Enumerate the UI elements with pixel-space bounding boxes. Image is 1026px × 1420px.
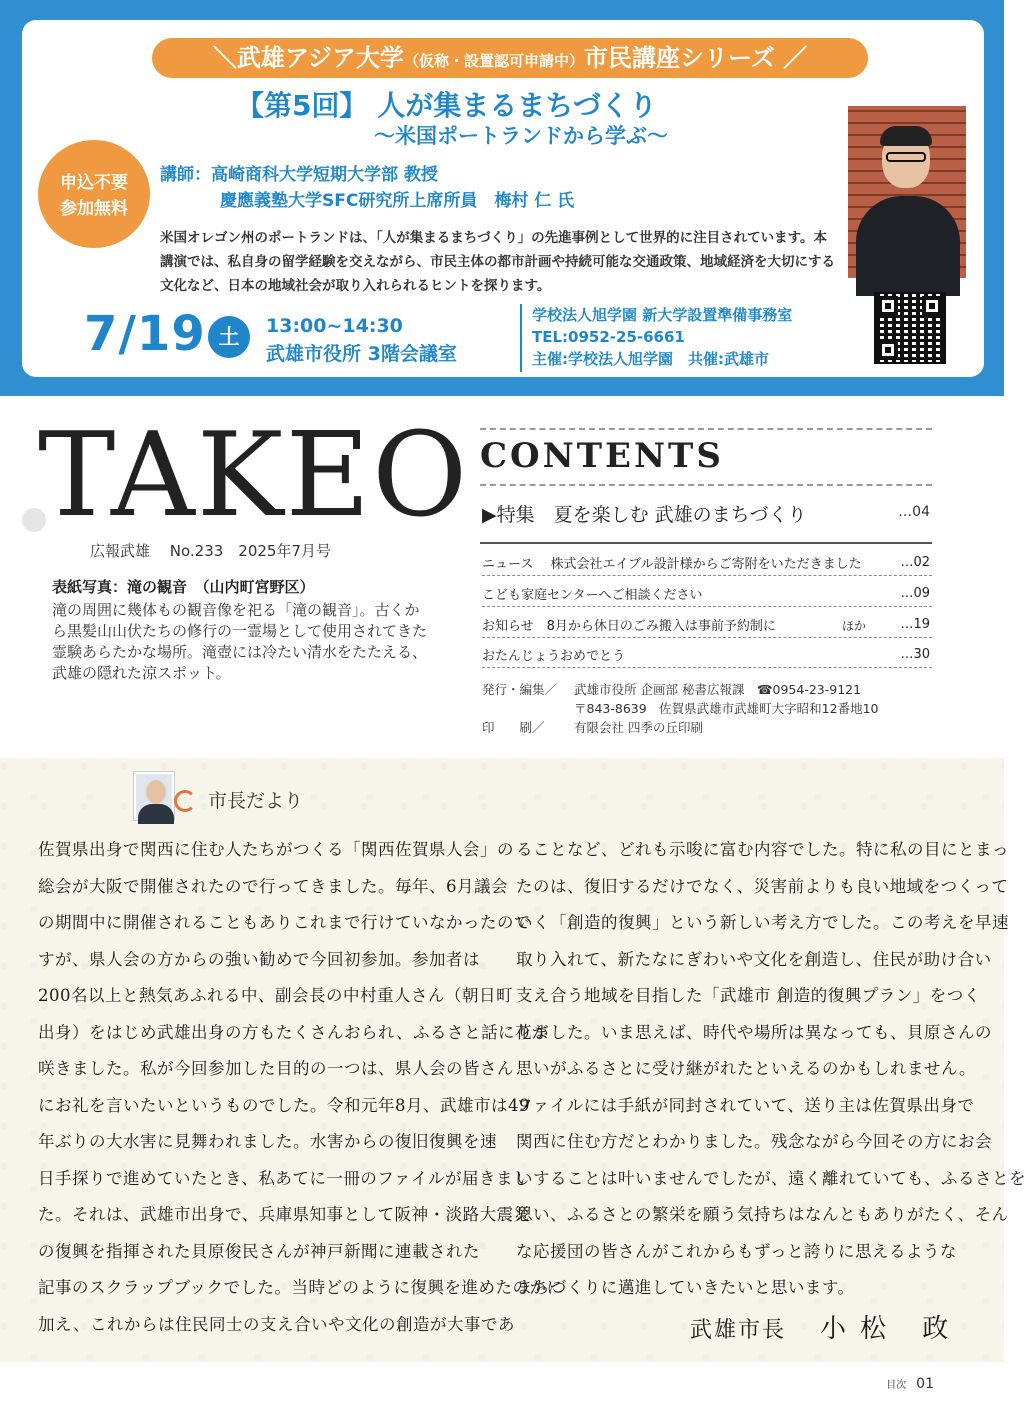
event-venue: 武雄市役所 3階会議室 <box>266 343 457 365</box>
lecture-description: 米国オレゴン州のポートランドは、「人が集まるまちづくり」の先進事例として世界的に注目されています。本講演では、私自身の留学経験を交えながら、市民主体の都市計画や持続可能な交通政策、地域経済を大切にする文化など、日本の地域社会が取り入れられるヒントを探ります。 <box>160 230 835 294</box>
contents-heading: CONTENTS <box>480 436 724 476</box>
toc-item-extra: ほか <box>842 619 867 633</box>
letter-line: 加え、これからは住民同士の支え合いや文化の創造が大事であ <box>38 1314 515 1334</box>
toc-item-page: …19 <box>900 617 930 632</box>
signature-role: 武雄市長 <box>690 1318 787 1343</box>
qr-code-icon[interactable] <box>874 292 946 364</box>
event-date: 7/19 <box>84 306 206 362</box>
lecturer-info <box>160 162 850 214</box>
letter-line: た。それは、武雄市出身で、兵庫県知事として阪神・淡路大震災 <box>38 1205 531 1224</box>
toc-item-label: おたんじょうおめでとう <box>482 649 626 664</box>
page-number: 01 <box>916 1376 934 1392</box>
letter-line: 支え合う地域を目指した「武雄市 創造的復興プラン」をつく <box>516 986 981 1005</box>
toc-item[interactable] <box>482 546 932 576</box>
toc-item-page: …09 <box>900 586 930 601</box>
photo-glasses <box>886 152 926 162</box>
masthead-title: TAKEO <box>38 408 470 543</box>
letter-column-left <box>38 832 564 1343</box>
toc-feature-item[interactable] <box>482 500 932 530</box>
toc-item[interactable] <box>482 638 932 668</box>
toc-item-page: …02 <box>900 555 930 570</box>
lecturer-title: 講師：高崎商科大学短期大学部 教授 <box>160 165 438 185</box>
free-admission-badge <box>38 140 150 248</box>
contents-divider <box>480 484 932 486</box>
letter-line: な応援団の皆さんがこれからもずっと誇りに思えるような <box>516 1241 958 1261</box>
lecture-title: 【第5回】 人が集まるまちづくり <box>236 89 657 122</box>
avatar-suit <box>138 804 174 824</box>
letter-line: 咲きました。私が今回参加した目的の一つは、県人会の皆さん <box>38 1059 514 1078</box>
contents-divider <box>480 542 932 544</box>
letter-line: ることなど、どれも示唆に富む内容でした。特に私の目にとまっ <box>516 840 1009 859</box>
letter-line: いすることは叶いませんでしたが、遠く離れていても、ふるさとを <box>516 1168 1026 1188</box>
issue-info: 広報武雄 No.233 2025年7月号 <box>90 542 332 560</box>
toc-item-label: お知らせ 8月から休日のごみ搬入は事前予約制に <box>482 619 776 634</box>
contact-organization: 学校法人旭学園 新大学設置準備事務室 <box>532 306 793 324</box>
printer-key: 印 刷／ <box>482 720 545 735</box>
cover-photo-title: 表紙写真：滝の観音 （山内町宮野区） <box>52 578 315 596</box>
letter-line: の期間中に開催されることもありこれまで行けていなかったので <box>38 913 531 932</box>
letter-line: の復興を指揮された貝原俊民さんが神戸新聞に連載された <box>38 1241 480 1261</box>
avatar-face <box>146 780 166 804</box>
letter-title: 市長だより <box>208 790 304 812</box>
qr-finder-bl <box>878 340 898 360</box>
toc-feature-label: ▶特集 夏を楽しむ 武雄のまちづくり <box>482 504 807 526</box>
toc-item-label: こども家庭センターへご相談ください <box>482 588 703 603</box>
footer-label: 目次 <box>886 1380 907 1391</box>
series-title-pill <box>152 38 868 78</box>
series-title-main: ＼武雄アジア大学 <box>212 44 404 72</box>
photo-hair <box>880 126 932 146</box>
letter-line: 出身）をはじめ武雄出身の方もたくさんおられ、ふるさと話に花が <box>38 1022 549 1042</box>
toc-item-page: …30 <box>900 647 930 662</box>
swirl-icon <box>174 790 196 812</box>
lecture-subtitle: ～米国ポートランドから学ぶ～ <box>374 124 668 148</box>
letter-line: 佐賀県出身で関西に住む人たちがつくる「関西佐賀県人会」の <box>38 840 514 859</box>
mayor-signature <box>690 1308 962 1345</box>
toc-item[interactable] <box>482 577 932 607</box>
letter-line: 記事のスクラップブックでした。当時どのように復興を進めたのかに <box>38 1278 564 1297</box>
signature-name: 小松 政 <box>820 1314 963 1344</box>
page-footer <box>886 1376 934 1392</box>
event-weekday: 土 <box>208 316 250 358</box>
qr-finder-tr <box>922 296 942 316</box>
letter-line: にお礼を言いたいというものでした。令和元年8月、武雄市は49 <box>38 1095 530 1115</box>
toc-feature-page: …04 <box>898 504 930 520</box>
publisher-info <box>482 680 942 737</box>
letter-line: 年ぶりの大水害に見舞われました。水害からの復旧復興を速 <box>38 1132 497 1151</box>
letter-line: 思いがふるさとに受け継がれたといえるのかもしれません。 <box>516 1059 976 1078</box>
letter-line: 取り入れて、新たなにぎわいや文化を創造し、住民が助け合い <box>516 949 992 969</box>
letter-column-right <box>516 832 1026 1307</box>
letter-line: すが、県人会の方からの強い勧めで今回初参加。参加者は <box>38 949 480 969</box>
badge-line-1: 申込不要 <box>60 173 128 193</box>
letter-line: 200名以上と熱気あふれる中、副会長の中村重人さん（朝日町 <box>38 986 513 1005</box>
lecturer-photo <box>848 106 966 278</box>
avatar <box>134 772 174 820</box>
event-contact <box>520 304 840 372</box>
letter-line: 関西に住む方だとわかりました。残念ながら今回その方にお会 <box>516 1132 992 1151</box>
toc-item[interactable] <box>482 608 932 638</box>
contents-divider <box>480 428 932 430</box>
letter-line: 日手探りで進めていたとき、私あてに一冊のファイルが届きまし <box>38 1168 531 1188</box>
contact-phone[interactable]: TEL:0952-25-6661 <box>532 328 685 346</box>
event-time-venue <box>266 312 457 368</box>
printer-value: 有限会社 四季の丘印刷 <box>574 720 703 735</box>
photo-body <box>856 196 960 296</box>
qr-finder-tl <box>878 296 898 316</box>
letter-line: ファイルには手紙が同封されていて、送り主は佐賀県出身で <box>516 1095 975 1115</box>
series-title-note: （仮称・設置認可申請中） <box>403 52 584 70</box>
letter-line: いく「創造的復興」という新しい考え方でした。この考えを早速 <box>516 913 1009 932</box>
cover-photo-description: 滝の周囲に幾体もの観音像を祀る「滝の観音」。古くから黒髪山山伏たちの修行の一霊場として使用されてきた霊験あらたかな場所。滝壺には冷たい清水をたたえる、武雄の隠れた涼スポット。 <box>52 601 428 682</box>
contact-host: 主催:学校法人旭学園 共催:武雄市 <box>532 350 769 368</box>
publisher-key: 発行・編集／ <box>482 682 558 697</box>
letter-line: まちづくりに邁進していきたいと思います。 <box>516 1278 855 1297</box>
event-time: 13:00~14:30 <box>266 315 403 337</box>
letter-line: りました。いま思えば、時代や場所は異なっても、貝原さんの <box>516 1022 992 1042</box>
badge-line-2: 参加無料 <box>60 199 128 219</box>
letter-line: たのは、復旧するだけでなく、災害前よりも良い地域をつくって <box>516 876 1009 896</box>
lecturer-name: 慶應義塾大学SFC研究所上席所員 梅村 仁 氏 <box>220 191 575 211</box>
letter-line: 総会が大阪で開催されたので行ってきました。毎年、6月議会 <box>38 876 508 896</box>
series-title-end: 市民講座シリーズ ／ <box>583 44 808 72</box>
letter-line: 思い、ふるさとの繁栄を願う気持ちはなんともありがたく、そん <box>516 1205 1009 1224</box>
publisher-address: 〒843-8639 佐賀県武雄市武雄町大字昭和12番地10 <box>574 701 879 716</box>
toc-item-label: ニュース 株式会社エイブル設計様からご寄附をいただきました <box>482 557 862 572</box>
publisher-value: 武雄市役所 企画部 秘書広報課 ☎0954-23-9121 <box>574 682 862 697</box>
